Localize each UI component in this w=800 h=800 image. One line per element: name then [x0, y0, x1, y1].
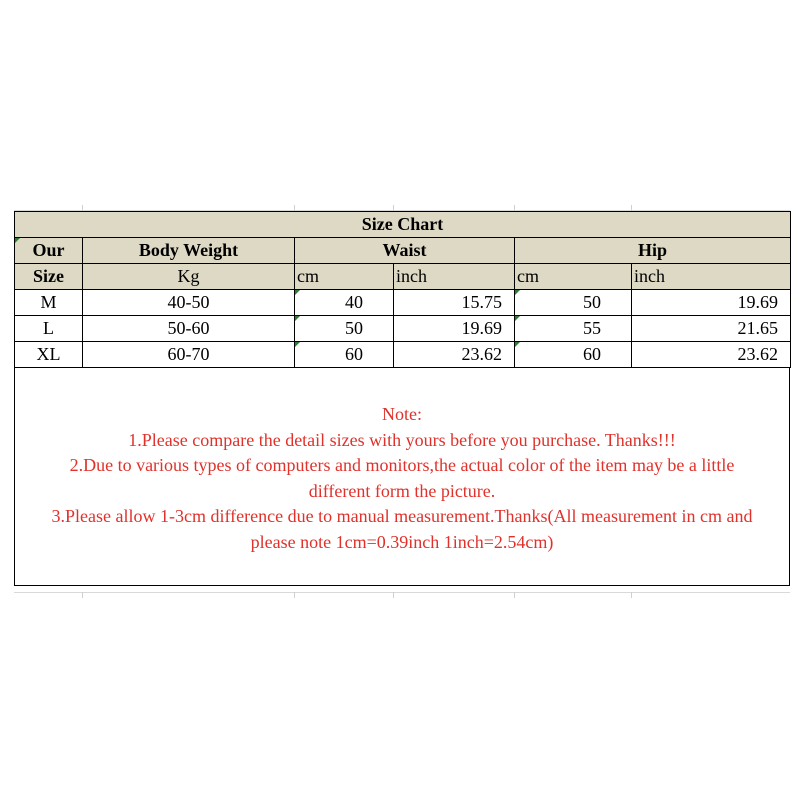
title-row [15, 212, 791, 238]
cell-waist-cm: 50 [295, 316, 394, 342]
cell-weight: 40-50 [83, 290, 295, 316]
table-row [15, 342, 791, 368]
cell-waist-inch: 23.62 [394, 342, 515, 368]
cell-hip-inch: 21.65 [632, 316, 791, 342]
sheet-tick [514, 592, 515, 598]
cell-hip-cm: 55 [515, 316, 632, 342]
header-size-top: Our [15, 238, 83, 264]
header-hip-cm: cm [515, 264, 632, 290]
sheet-tick [294, 592, 295, 598]
chart-title: Size Chart [15, 212, 791, 238]
cell-hip-cm: 60 [515, 342, 632, 368]
notes-box [14, 368, 790, 586]
note-line-1: 1.Please compare the detail sizes with yours before you purchase. Thanks!!! [128, 429, 676, 450]
cell-weight: 50-60 [83, 316, 295, 342]
note-line-2b: different form the picture. [308, 480, 496, 501]
sheet-tick [82, 592, 83, 598]
header-row-1 [15, 238, 791, 264]
note-line-3b: please note 1cm=0.39inch 1inch=2.54cm) [250, 531, 554, 552]
cell-hip-cm: 50 [515, 290, 632, 316]
cell-waist-cm: 40 [295, 290, 394, 316]
cell-weight: 60-70 [83, 342, 295, 368]
table-row [15, 290, 791, 316]
header-hip-inch: inch [632, 264, 791, 290]
cell-waist-inch: 15.75 [394, 290, 515, 316]
size-chart-sheet [14, 211, 790, 586]
header-waist-cm: cm [295, 264, 394, 290]
header-body-weight: Body Weight [83, 238, 295, 264]
cell-waist-inch: 19.69 [394, 316, 515, 342]
header-hip: Hip [515, 238, 791, 264]
size-chart-table [14, 211, 791, 368]
cell-size: L [15, 316, 83, 342]
header-weight-unit: Kg [83, 264, 295, 290]
sheet-tick [631, 592, 632, 598]
sheet-gridline-bottom [14, 592, 790, 593]
sheet-tick [393, 592, 394, 598]
note-heading: Note: [382, 404, 422, 424]
note-line-3a: 3.Please allow 1-3cm difference due to manual measurement.Thanks(All measurement in cm and [51, 506, 753, 526]
cell-size: M [15, 290, 83, 316]
cell-hip-inch: 23.62 [632, 342, 791, 368]
note-line-2a: 2.Due to various types of computers and monitors,the actual color of the item may be a little [69, 455, 735, 475]
header-waist: Waist [295, 238, 515, 264]
header-row-2 [15, 264, 791, 290]
header-size-bottom: Size [15, 264, 83, 290]
header-waist-inch: inch [394, 264, 515, 290]
cell-size: XL [15, 342, 83, 368]
table-row [15, 316, 791, 342]
cell-waist-cm: 60 [295, 342, 394, 368]
cell-hip-inch: 19.69 [632, 290, 791, 316]
